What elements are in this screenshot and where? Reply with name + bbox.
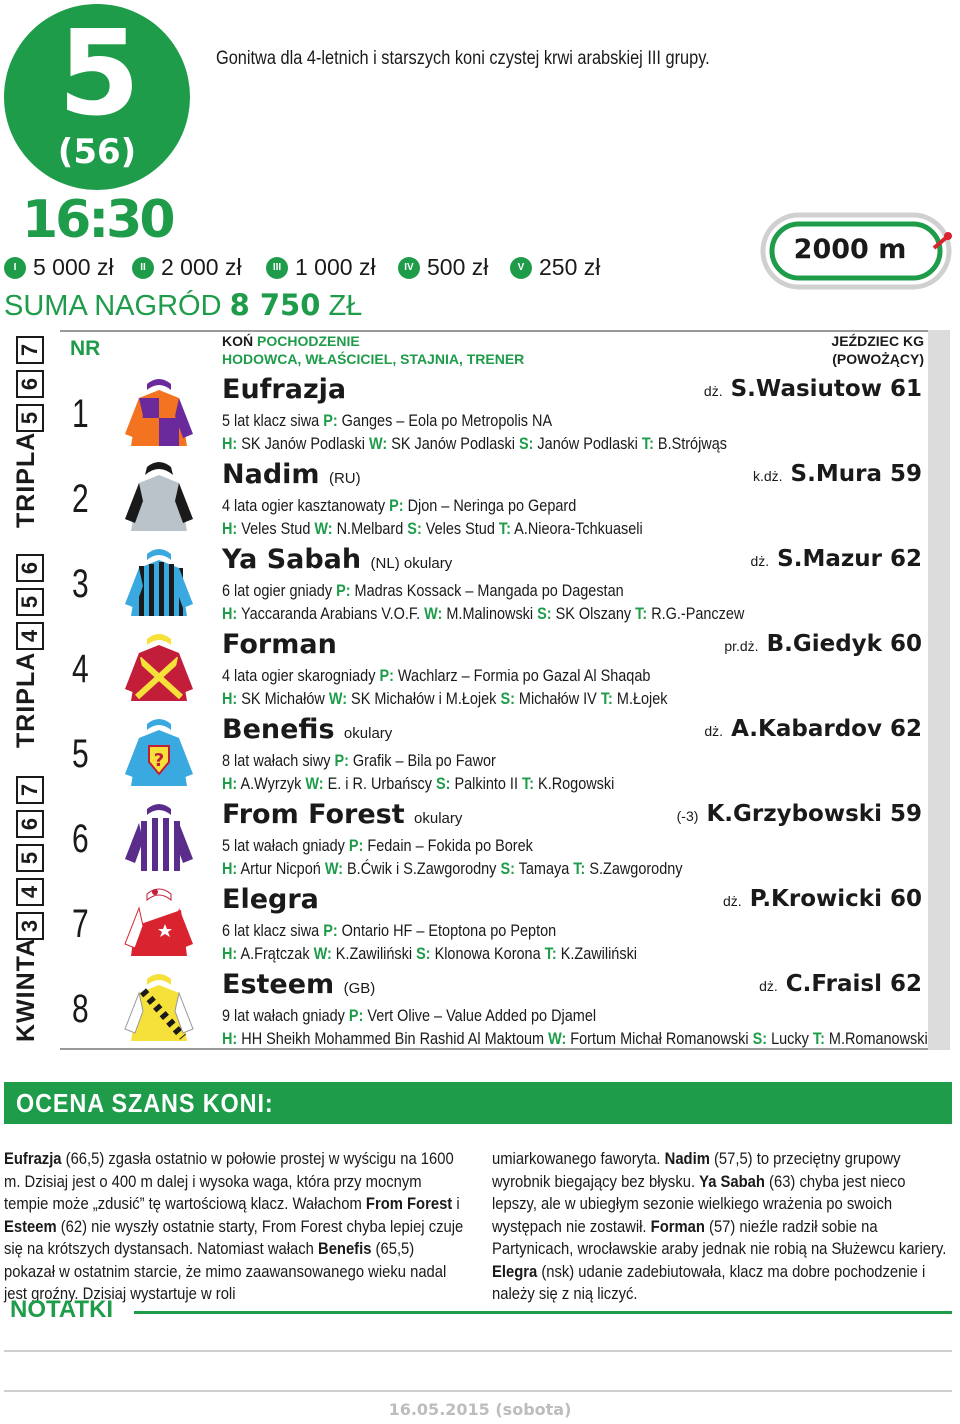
horse-connections: H: Veles Stud W: N.Melbard S: Veles Stud T: A.Nieora-Tchkuaseli — [222, 519, 643, 538]
horse-connections: H: A.Frątczak W: K.Zawiliński S: Klonowa Korona T: K.Zawiliński — [222, 944, 638, 963]
ocena-text-left: Eufrazja (66,5) zgasła ostatnio w połowie prostej w wyścigu na 1600 m. Dzisiaj jest o 400 m dalej i wysoka waga, która przy mocnym tempie może „zdusić” tę wartościową klacz. Wałachom From Forest i Esteem (62) nie wyszły ostatnie starty, From Forest chyba lepiej czuje się na krótszych dystansach. Natomiast wałach Benefis (65,5) pokazał w ostatnim starcie, że mimo zaawansowanego wieku nadal jest groźny. Dzisiaj wystartuje w roli — [4, 1149, 464, 1303]
svg-text:?: ? — [153, 750, 165, 771]
notes-line — [4, 1390, 952, 1392]
ocena-text-right: umiarkowanego faworyta. Nadim (57,5) to przeciętny grupowy wyrobnik biegający bez błysku. Ya Sabah (63) chyba jest nieco lepszy, ale w ubiegłym sezonie wielkiego wrażenia po swoich występach nie zostawił. Forman (57) nieźle radził sobie na Partynicach, wrocławskie araby jednak nie robią na Służewcu kariery. Elegra (nsk) udanie zadebiutowała, klacz ma dobre pochodzenie i należy się z nią liczyć. — [492, 1149, 947, 1303]
table-row — [60, 712, 928, 797]
horse-name: Nadim (RU) — [222, 459, 361, 490]
tripla-box: 7 — [16, 336, 44, 364]
prize-amount-3: 1 000 zł — [295, 254, 376, 280]
horse-name: Elegra — [222, 884, 319, 915]
entry-number: 1 — [72, 392, 89, 436]
jockey: k.dż. S.Mura 59 — [752, 461, 922, 487]
tripla-box: 4 — [16, 622, 44, 650]
table-row — [60, 627, 928, 712]
table-row — [60, 967, 928, 1052]
column-horse-header: KOŃ POCHODZENIE — [222, 333, 360, 349]
prize-total-amount: 8 750 — [229, 288, 321, 322]
prize-rank-4: IV — [398, 257, 420, 279]
entry-number: 4 — [72, 647, 89, 691]
entry-number: 5 — [72, 732, 89, 776]
prize-amount-2: 2 000 zł — [161, 254, 242, 280]
jockey-silks-icon — [124, 714, 194, 788]
kwinta-box: 7 — [16, 776, 44, 804]
horse-connections: H: SK Michałów W: SK Michałów i M.Łojek S: Michałów IV T: M.Łojek — [222, 689, 668, 708]
kwinta-box: 5 — [16, 844, 44, 872]
prize-4 — [398, 254, 488, 281]
horse-name: From Forest okulary — [222, 799, 463, 830]
ocena-title: OCENA SZANS KONI: — [16, 1088, 274, 1118]
entry-number: 6 — [72, 817, 89, 861]
column-owner-header: HODOWCA, WŁAŚCICIEL, STAJNIA, TRENER — [222, 351, 525, 367]
race-sub-number: (56) — [57, 132, 137, 172]
table-row — [60, 372, 928, 457]
jockey: dż. P.Krowicki 60 — [722, 886, 922, 912]
jockey-silks-icon — [124, 544, 194, 618]
horse-pedigree: 6 lat klacz siwa P: Ontario HF – Etoptona po Pepton — [222, 921, 557, 940]
prize-rank-1: I — [4, 257, 26, 279]
tripla-label: TRIPLA — [12, 431, 40, 528]
horse-pedigree: 6 lat ogier gniady P: Madras Kossack – Mangada po Dagestan — [222, 581, 624, 600]
prize-rank-5: V — [510, 257, 532, 279]
entry-number: 3 — [72, 562, 89, 606]
prize-total — [4, 288, 362, 323]
horse-connections: H: HH Sheikh Mohammed Bin Rashid Al Maktoum W: Fortum Michał Romanowski S: Lucky T: M.Romanowski — [222, 1029, 928, 1048]
horse-connections: H: A.Wyrzyk W: E. i R. Urbańscy S: Palkinto II T: K.Rogowski — [222, 774, 615, 793]
jockey-silks-icon — [124, 799, 194, 873]
race-time: 16:30 — [22, 190, 173, 250]
horse-name: Forman — [222, 629, 337, 660]
jockey: pr.dż. B.Giedyk 60 — [724, 631, 922, 657]
horse-pedigree: 4 lata ogier kasztanowaty P: Djon – Neringa po Gepard — [222, 496, 577, 515]
prize-5 — [510, 254, 600, 281]
jockey: (-3) K.Grzybowski 59 — [676, 801, 922, 827]
horse-pedigree: 5 lat wałach gniady P: Fedain – Fokida po Borek — [222, 836, 533, 855]
horse-pedigree: 9 lat wałach gniady P: Vert Olive – Value Added po Djamel — [222, 1006, 597, 1025]
entry-number: 8 — [72, 987, 89, 1031]
prize-1 — [4, 254, 114, 281]
jockey: dż. S.Mazur 62 — [750, 546, 922, 572]
prize-rank-3: III — [266, 257, 288, 279]
bet-types-strip — [12, 330, 46, 1050]
horse-name: Eufrazja — [222, 374, 347, 405]
table-row — [60, 882, 928, 967]
notes-label: NOTATKI — [10, 1296, 114, 1323]
race-number: 5 — [57, 4, 137, 142]
table-side-bar — [928, 330, 950, 1050]
tripla-box: 5 — [16, 588, 44, 616]
prize-amount-1: 5 000 zł — [33, 254, 114, 280]
race-distance: 2000 m — [793, 234, 907, 265]
tripla-box: 5 — [16, 404, 44, 432]
tripla-label: TRIPLA — [12, 651, 40, 748]
table-row — [60, 797, 928, 882]
prize-rank-2: II — [132, 257, 154, 279]
horse-name: Benefis okulary — [222, 714, 393, 745]
notes-line — [4, 1350, 952, 1352]
entry-number: 2 — [72, 477, 89, 521]
column-jockey-header: JEŹDZIEC KG — [831, 333, 924, 349]
horse-connections: H: Yaccaranda Arabians V.O.F. W: M.Malinowski S: SK Olszany T: R.G.-Panczew — [222, 604, 745, 623]
column-driver-header: (POWOŻĄCY) — [832, 351, 924, 367]
prize-total-label: SUMA NAGRÓD — [4, 290, 222, 322]
column-nr-header: NR — [70, 337, 101, 360]
jockey-silks-icon — [124, 629, 194, 703]
jockey-silks-icon — [124, 459, 194, 533]
prize-total-currency: ZŁ — [328, 290, 363, 322]
horse-connections: H: SK Janów Podlaski W: SK Janów Podlaski S: Janów Podlaski T: B.Strójwąs — [222, 434, 727, 453]
race-description: Gonitwa dla 4-letnich i starszych koni czystej krwi arabskiej III grupy. — [216, 48, 710, 69]
tripla-box: 6 — [16, 554, 44, 582]
jockey: dż. S.Wasiutow 61 — [703, 376, 922, 402]
kwinta-box: 4 — [16, 878, 44, 906]
jockey-silks-icon — [124, 884, 194, 958]
prize-amount-4: 500 zł — [427, 254, 489, 280]
kwinta-box: 3 — [16, 912, 44, 940]
horse-name: Ya Sabah (NL) okulary — [222, 544, 453, 575]
jockey-silks-icon — [124, 374, 194, 448]
race-number-badge — [4, 4, 190, 190]
horse-connections: H: Artur Nicpoń W: B.Ćwik i S.Zawgorodny S: Tamaya T: S.Zawgorodny — [222, 859, 683, 878]
jockey: dż. A.Kabardov 62 — [704, 716, 922, 742]
entry-number: 7 — [72, 902, 89, 946]
footer-date: 16.05.2015 (sobota) — [388, 1400, 572, 1419]
notes-divider — [134, 1311, 952, 1314]
table-row — [60, 542, 928, 627]
jockey-silks-icon — [124, 969, 194, 1043]
jockey: dż. C.Fraisl 62 — [759, 971, 922, 997]
prize-amount-5: 250 zł — [539, 254, 601, 280]
horse-pedigree: 5 lat klacz siwa P: Ganges – Eola po Metropolis NA — [222, 411, 553, 430]
kwinta-box: 6 — [16, 810, 44, 838]
tripla-box: 6 — [16, 370, 44, 398]
horse-pedigree: 4 lata ogier skarogniady P: Wachlarz – Formia po Gazal Al Shaqab — [222, 666, 651, 685]
prize-2 — [132, 254, 242, 281]
horse-pedigree: 8 lat wałach siwy P: Grafik – Bila po Fawor — [222, 751, 496, 770]
prize-3 — [266, 254, 376, 281]
table-row — [60, 457, 928, 542]
kwinta-label: KWINTA — [12, 937, 40, 1042]
horse-name: Esteem (GB) — [222, 969, 376, 1000]
